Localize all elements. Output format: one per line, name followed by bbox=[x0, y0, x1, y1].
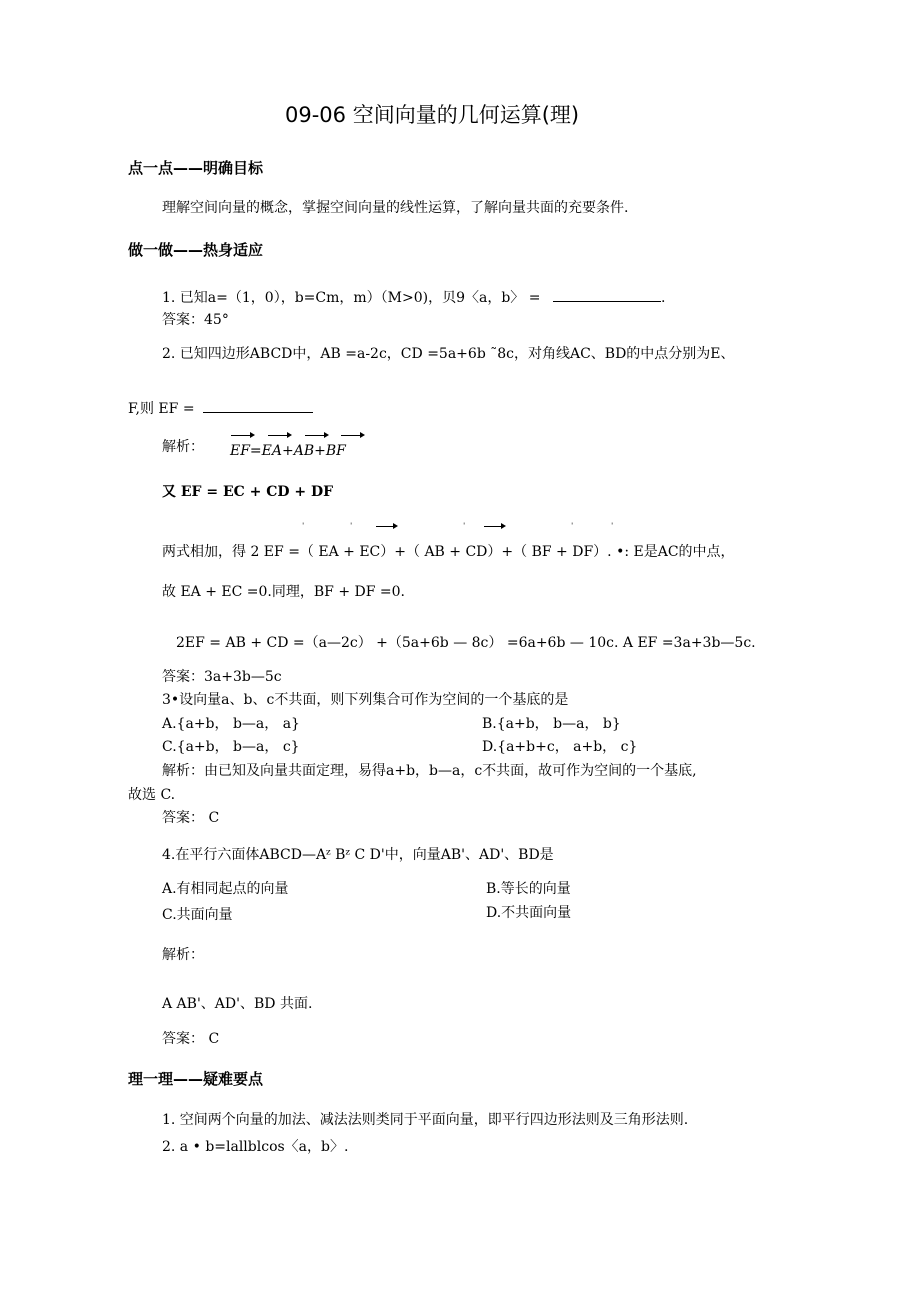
q1-answer: 答案：45° bbox=[162, 312, 229, 328]
vector-arrow bbox=[376, 523, 398, 529]
q3-answer: 答案： C bbox=[162, 810, 220, 826]
q1-blank bbox=[553, 287, 661, 302]
q3-analysis-cont: 故选 C. bbox=[128, 787, 176, 803]
q3-option-a: A.{a+b， b—a， a} bbox=[162, 716, 300, 732]
vector-mark: ˈ bbox=[611, 522, 614, 531]
section-heading-goals: 点一点——明确目标 bbox=[128, 159, 264, 177]
q3-option-c: C.{a+b， b—a， c} bbox=[162, 739, 300, 755]
q4-option-b: B.等长的向量 bbox=[486, 881, 571, 897]
vector-mark: ˈ bbox=[302, 522, 305, 531]
page-title: 09-06 空间向量的几何运算(理) bbox=[285, 103, 580, 127]
q2-sum: 两式相加，得 2 EF =（ EA + EC）+（ AB + CD）+（ BF + DF）. •: E是AC的中点， bbox=[162, 544, 735, 560]
q4-answer: 答案： C bbox=[162, 1031, 220, 1047]
q1-text: 1. 已知a=（1，0），b=Cm，m）（M>0)，贝9〈a，b〉 = . bbox=[162, 287, 665, 307]
q2-blank bbox=[203, 398, 313, 413]
q2-analysis-formula: EF=EA+AB+BF bbox=[230, 443, 346, 459]
q1-stem: 1. 已知a=（1，0），b=Cm，m）（M>0)，贝9〈a，b〉 = bbox=[162, 290, 541, 306]
q2-also: 又 EF = EC + CD + DF bbox=[162, 484, 334, 500]
vector-arrow bbox=[484, 523, 506, 529]
key-point-1: 1. 空间两个向量的加法、减法法则类同于平面向量，即平行四边形法则及三角形法则. bbox=[162, 1112, 689, 1128]
vector-mark: ˈ bbox=[463, 522, 466, 531]
vector-mark: ˈ bbox=[571, 522, 574, 531]
q4-analysis: A AB'、AD'、BD 共面. bbox=[162, 996, 313, 1012]
q4-stem: 4.在平行六面体ABCD—Aᶻ Bᶻ C D'中，向量AB'、AD'、BD是 bbox=[162, 847, 554, 863]
q2-therefore: 故 EA + EC =0.同理，BF + DF =0. bbox=[162, 584, 405, 600]
q4-option-c: C.共面向量 bbox=[162, 907, 233, 923]
vector-arrow bbox=[341, 432, 365, 438]
q2-result: 2EF = AB + CD =（a—2c） +（5a+6b — 8c） =6a+6b — 10c. A EF =3a+3b—5c. bbox=[176, 635, 756, 651]
q4-analysis-label: 解析： bbox=[162, 947, 204, 963]
q2-line1: 2. 已知四边形ABCD中，AB =a-2c，CD =5a+6b ˜8c，对角线AC、BD的中点分别为E、 bbox=[162, 346, 735, 362]
vector-arrow bbox=[231, 432, 255, 438]
q2-prompt: F,则 EF = bbox=[128, 401, 195, 417]
section-heading-key-points: 理一理——疑难要点 bbox=[128, 1070, 264, 1088]
q3-option-b: B.{a+b， b—a， b} bbox=[482, 716, 621, 732]
q3-analysis: 解析：由已知及向量共面定理，易得a+b，b—a，c不共面，故可作为空间的一个基底, bbox=[162, 763, 697, 779]
key-point-2: 2. a • b=lallblcos〈a，b〉. bbox=[162, 1139, 349, 1155]
q2-answer: 答案：3a+3b—5c bbox=[162, 669, 282, 685]
q2-line2 bbox=[128, 398, 313, 418]
q3-stem: 3•设向量a、b、c不共面，则下列集合可作为空间的一个基底的是 bbox=[162, 692, 569, 708]
goals-text: 理解空间向量的概念，掌握空间向量的线性运算，了解向量共面的充要条件. bbox=[162, 200, 629, 216]
q2-analysis-label: 解析： bbox=[162, 439, 204, 455]
section-heading-warmup: 做一做——热身适应 bbox=[128, 241, 264, 259]
vector-arrow bbox=[268, 432, 292, 438]
vector-mark: ˈ bbox=[350, 522, 353, 531]
q4-option-a: A.有相同起点的向量 bbox=[162, 881, 289, 897]
q4-option-d: D.不共面向量 bbox=[486, 905, 572, 921]
q3-option-d: D.{a+b+c， a+b， c} bbox=[482, 739, 638, 755]
vector-arrow bbox=[305, 432, 329, 438]
